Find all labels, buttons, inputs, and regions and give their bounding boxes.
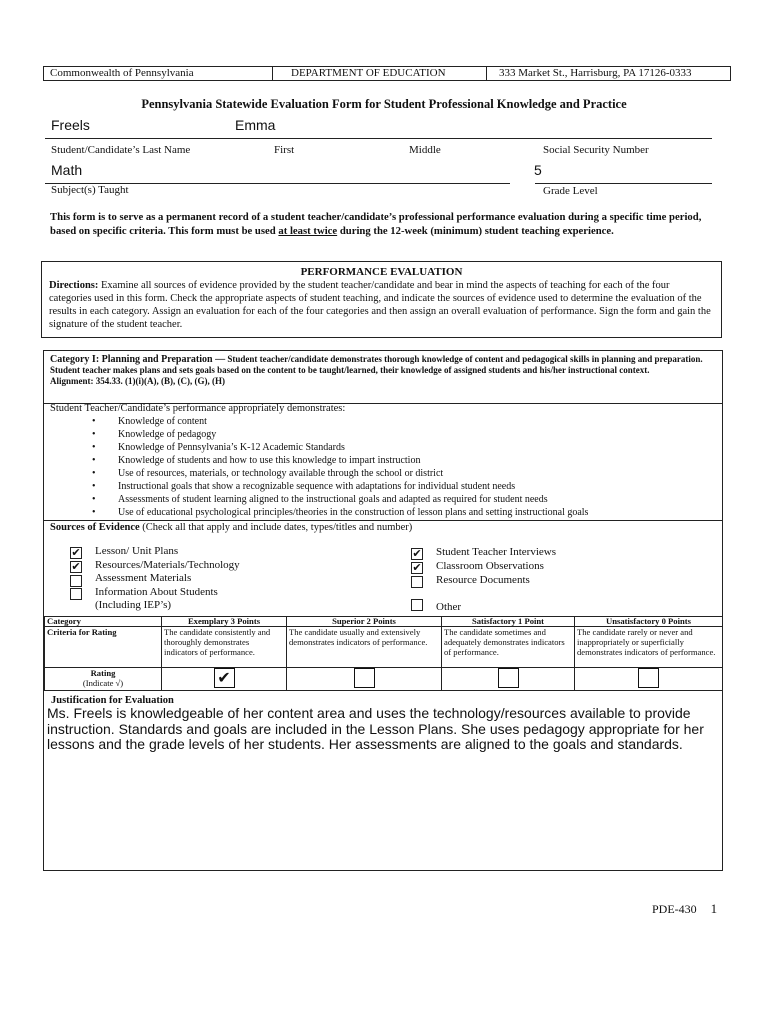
student-information-checkbox[interactable] [70, 588, 82, 600]
divider [43, 520, 723, 521]
page-footer [652, 901, 717, 917]
superior-rating-box[interactable] [354, 668, 375, 688]
sources-note: (Check all that apply and include dates, types/titles and number) [139, 522, 413, 533]
column-header: Satisfactory 1 Point [442, 617, 575, 627]
bullet: • [92, 481, 96, 492]
justification-label: Justification for Evaluation [51, 695, 174, 706]
ssn-label: Social Security Number [543, 144, 649, 156]
header-department: DEPARTMENT OF EDUCATION [273, 67, 487, 80]
column-header: Superior 2 Points [287, 617, 442, 627]
directions-body: Examine all sources of evidence provided by the student teacher/candidate and bear in mind the aspects of teaching for each of the four categories used in this form. Check the appropriate aspects of student teaching, and indicate the sources of evidence used to determine the evaluation of the results in each category. Assign an evaluation for each of the four categories and then assign an overall evaluation of performance. Sign the form and gain the signature of the student teacher. [49, 280, 711, 330]
list-item: Instructional goals that show a recognizable sequence with adaptations for individual student needs [118, 481, 516, 492]
resources-materials-label: Resources/Materials/Technology [95, 559, 240, 571]
unsatisfactory-rating-box[interactable] [638, 668, 659, 688]
student-teacher-interviews-checkbox[interactable]: ✔ [412, 547, 422, 560]
resource-documents-checkbox[interactable] [411, 576, 423, 588]
other-label: Other [436, 601, 462, 613]
page-number: 1 [710, 901, 718, 916]
satisfactory-rating-box[interactable] [498, 668, 519, 688]
satisfactory-criteria: The candidate sometimes and adequately demonstrates indicators of performance. [442, 627, 575, 668]
directions-text [42, 279, 721, 331]
last-name-value: Freels [51, 117, 90, 133]
bullet: • [92, 429, 96, 440]
directions-label: Directions: [49, 280, 99, 291]
student-teacher-interviews-label: Student Teacher Interviews [436, 546, 556, 558]
category-header [43, 350, 723, 387]
table-row [45, 627, 723, 668]
performance-evaluation-box [41, 261, 722, 338]
indicate-label: (Indicate √) [82, 678, 124, 688]
student-information-label: Information About Students [95, 586, 218, 598]
other-checkbox[interactable] [411, 599, 423, 611]
superior-criteria: The candidate usually and extensively demonstrates indicators of performance. [287, 627, 442, 668]
category-title: Category I: Planning and Preparation — [50, 354, 226, 365]
sources-label: Sources of Evidence [50, 522, 140, 533]
column-header: Exemplary 3 Points [162, 617, 287, 627]
resource-documents-label: Resource Documents [436, 574, 530, 586]
name-underline [45, 138, 712, 139]
bullet: • [92, 494, 96, 505]
department-header [43, 66, 731, 81]
justification-section [45, 695, 721, 753]
category-description: Student teacher/candidate demonstrates thorough knowledge of content and pedagogical skills in planning and preparation. Student teacher makes plans and sets goals based on the content to be taught/learned, their knowledge of assigned students and his/her instructional context. [50, 354, 703, 375]
form-title: Pennsylvania Statewide Evaluation Form for Student Professional Knowledge and Practice [141, 97, 627, 111]
classroom-observations-checkbox[interactable]: ✔ [412, 561, 422, 574]
subject-label: Subject(s) Taught [51, 184, 129, 196]
grade-label: Grade Level [543, 185, 598, 197]
assessment-materials-checkbox[interactable] [70, 575, 82, 587]
table-row [45, 668, 723, 691]
superior-rating-cell [287, 668, 442, 691]
resources-materials-checkbox[interactable]: ✔ [71, 560, 81, 573]
bullet: • [92, 507, 96, 518]
exemplary-rating-box[interactable]: ✔ [214, 668, 235, 688]
rating-label: Rating [90, 668, 116, 678]
sources-heading [50, 522, 412, 533]
intro-paragraph [50, 211, 715, 238]
middle-name-label: Middle [409, 144, 441, 156]
bullet: • [92, 416, 96, 427]
criteria-row-label: Criteria for Rating [45, 627, 162, 668]
rating-label-cell [45, 668, 162, 691]
list-item: Assessments of student learning aligned to the instructional goals and adapted as required for student needs [118, 494, 548, 505]
demonstrates-label: Student Teacher/Candidate’s performance appropriately demonstrates: [50, 403, 346, 414]
list-item: Knowledge of content [118, 416, 207, 427]
exemplary-rating-cell [162, 668, 287, 691]
last-name-label: Student/Candidate’s Last Name [51, 144, 191, 156]
rating-criteria-table [44, 616, 723, 691]
performance-title: PERFORMANCE EVALUATION [300, 266, 463, 278]
bullet: • [92, 455, 96, 466]
header-address: 333 Market St., Harrisburg, PA 17126-0333 [499, 67, 692, 79]
category-alignment: Alignment: 354.33. (1)(i)(A), (B), (C), (G), (H) [50, 376, 225, 386]
assessment-materials-label: Assessment Materials [95, 572, 192, 584]
list-item: Use of educational psychological principles/theories in the construction of lesson plans and setting instructional goals [118, 507, 589, 518]
exemplary-criteria: The candidate consistently and thoroughly demonstrates indicators of performance. [162, 627, 287, 668]
intro-text-2: during the 12-week (minimum) student teaching experience. [337, 224, 614, 237]
justification-text[interactable]: Ms. Freels is knowledgeable of her content area and uses the technology/resources available to provide instruction. Standards and goals are included in the Lesson Plans. She uses pedagogy appropriate for her lessons and the grade levels of her students. Her assessments are aligned to the goals and standards. [47, 705, 704, 752]
bullet: • [92, 442, 96, 453]
header-commonwealth: Commonwealth of Pennsylvania [44, 67, 273, 80]
table-header-row [45, 617, 723, 627]
first-name-value: Emma [235, 117, 276, 133]
lesson-unit-plans-label: Lesson/ Unit Plans [95, 545, 179, 557]
column-header: Category [45, 617, 162, 627]
first-name-label: First [274, 144, 295, 156]
intro-text-1: This form is to serve as a permanent record of a student teacher/candidate’s professional performance evaluation during a specific time period, based on specific criteria. This form must be used [50, 211, 702, 237]
lesson-unit-plans-checkbox[interactable]: ✔ [71, 546, 81, 559]
unsatisfactory-criteria: The candidate rarely or never and inappropriately or superficially demonstrates indicators of performance. [575, 627, 723, 668]
list-item: Knowledge of students and how to use this knowledge to impart instruction [118, 455, 421, 466]
form-code: PDE-430 [652, 902, 697, 916]
satisfactory-rating-cell [442, 668, 575, 691]
list-item: Use of resources, materials, or technology available through the school or district [118, 468, 444, 479]
intro-underlined: at least twice [278, 224, 338, 237]
list-item: Knowledge of pedagogy [118, 429, 217, 440]
list-item: Knowledge of Pennsylvania’s K-12 Academic Standards [118, 442, 345, 453]
bullet: • [92, 468, 96, 479]
classroom-observations-label: Classroom Observations [436, 560, 544, 572]
subject-value: Math [51, 162, 83, 178]
column-header: Unsatisfactory 0 Points [575, 617, 723, 627]
iep-label: (Including IEP’s) [95, 599, 172, 611]
unsatisfactory-rating-cell [575, 668, 723, 691]
grade-value: 5 [534, 162, 542, 178]
grade-underline [535, 183, 712, 184]
